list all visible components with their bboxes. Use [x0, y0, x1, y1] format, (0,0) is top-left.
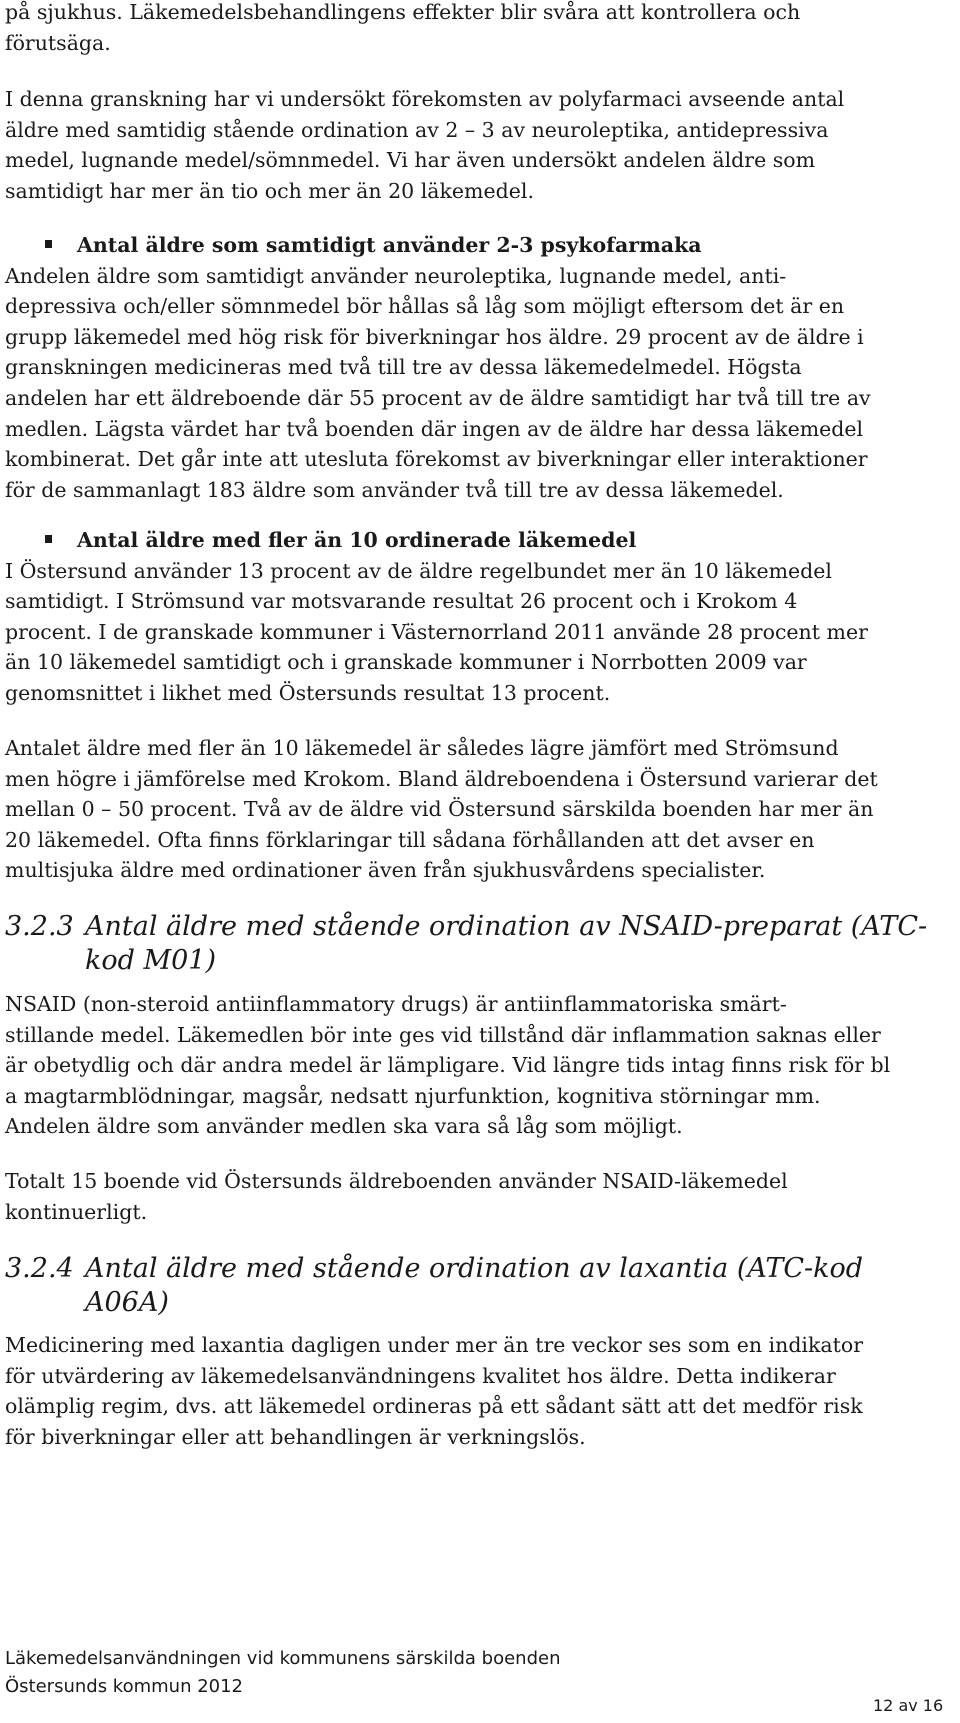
text-line: I denna granskning har vi undersökt förekomsten av polyfarmaci avseende antal	[5, 87, 845, 111]
section-title-continued: A06A)	[85, 1287, 169, 1318]
text-line: olämplig regim, dvs. att läkemedel ordineras på ett sådant sätt att det medför risk	[5, 1394, 863, 1419]
text-line: Antalet äldre med fler än 10 läkemedel är således lägre jämfört med Strömsund	[5, 736, 839, 760]
section-title: Antal äldre med stående ordination av laxantia (ATC-kod	[85, 1253, 864, 1284]
text-line: än 10 läkemedel samtidigt och i granskade kommuner i Norrbotten 2009 var	[5, 650, 807, 675]
text-line: äldre med samtidig stående ordination av 2 – 3 av neuroleptika, antidepressiva	[5, 117, 829, 142]
nsaid-paragraph	[5, 989, 890, 1142]
more-than-ten-paragraph	[5, 556, 868, 709]
text-line: medlen. Lägsta värdet har två boenden där ingen av de äldre har dessa läkemedel	[5, 416, 864, 441]
nsaid-paragraph-2	[5, 1166, 788, 1227]
bullet-heading	[5, 230, 871, 261]
page-footer	[5, 1645, 561, 1701]
psychotropics-paragraph	[5, 261, 871, 506]
laxantia-paragraph	[5, 1330, 863, 1452]
square-bullet-icon	[45, 240, 52, 248]
text-line: Andelen äldre som använder medlen ska vara så låg som möjligt.	[5, 1114, 683, 1139]
section-heading-line	[5, 910, 927, 944]
text-line: a magtarmblödningar, magsår, nedsatt njurfunktion, kognitiva störningar mm.	[5, 1083, 821, 1108]
text-line: förutsäga.	[5, 30, 111, 55]
text-line: är obetydlig och där andra medel är lämpligare. Vid längre tids intag finns risk för bl	[5, 1053, 891, 1078]
section-heading-line	[5, 1252, 863, 1286]
text-line: för utvärdering av läkemedelsanvändningens kvalitet hos äldre. Detta indikerar	[5, 1363, 836, 1388]
text-line: genomsnittet i likhet med Östersunds resultat 13 procent.	[5, 680, 611, 705]
bullet-heading	[5, 525, 868, 556]
text-line: för biverkningar eller att behandlingen är verkningslös.	[5, 1424, 586, 1449]
text-line: 20 läkemedel. Ofta finns förklaringar till sådana förhållanden att det avser en	[5, 827, 815, 852]
text-line: kombinerat. Det går inte att utesluta förekomst av biverkningar eller interaktioner	[5, 447, 868, 472]
text-line: procent. I de granskade kommuner i Västernorrland 2011 använde 28 procent mer	[5, 619, 868, 644]
text-line: granskningen medicineras med två till tre av dessa läkemedelmedel. Högsta	[5, 355, 802, 380]
text-line: samtidigt har mer än tio och mer än 20 läkemedel.	[5, 178, 534, 203]
text-line: på sjukhus. Läkemedelsbehandlingens effekter blir svåra att kontrollera och	[5, 0, 801, 24]
text-line: för de sammanlagt 183 äldre som använder två till tre av dessa läkemedel.	[5, 477, 784, 502]
text-line: multisjuka äldre med ordinationer även från sjukhusvårdens specialister.	[5, 858, 766, 883]
more-than-ten-paragraph-2	[5, 733, 878, 886]
text-line: kontinuerligt.	[5, 1199, 148, 1224]
text-line: Totalt 15 boende vid Östersunds äldreboenden använder NSAID-läkemedel	[5, 1169, 788, 1193]
text-line: NSAID (non-steroid antiinflammatory drugs) är antiinflammatoriska smärt-	[5, 992, 787, 1016]
intro-paragraph	[5, 0, 800, 58]
section-number: 3.2.4	[5, 1253, 74, 1284]
text-line: andelen har ett äldreboende där 55 procent av de äldre samtidigt har två till tre av	[5, 385, 871, 410]
more-than-ten-section	[5, 525, 868, 709]
text-line: depressiva och/eller sömnmedel bör hållas så låg som möjligt eftersom det är en	[5, 294, 845, 319]
text-line: grupp läkemedel med hög risk för biverkningar hos äldre. 29 procent av de äldre i	[5, 324, 864, 349]
section-title-continued: kod M01)	[85, 945, 217, 976]
text-line: stillande medel. Läkemedlen bör inte ges vid tillstånd där inflammation saknas eller	[5, 1022, 881, 1047]
text-line: mellan 0 – 50 procent. Två av de äldre vid Östersund särskilda boenden har mer än	[5, 797, 874, 822]
footer-title: Läkemedelsanvändningen vid kommunens särskilda boenden	[5, 1648, 561, 1669]
text-line: medel, lugnande medel/sömnmedel. Vi har även undersökt andelen äldre som	[5, 148, 816, 173]
bullet-heading-text: Antal äldre som samtidigt använder 2-3 psykofarmaka	[77, 233, 702, 257]
text-line: men högre i jämförelse med Krokom. Bland äldreboendena i Östersund varierar det	[5, 766, 878, 791]
text-line: Andelen äldre som samtidigt använder neuroleptika, lugnande medel, anti-	[5, 263, 787, 288]
square-bullet-icon	[45, 535, 52, 543]
psychotropics-section	[5, 230, 871, 505]
footer-organization: Östersunds kommun 2012	[5, 1676, 244, 1697]
page-number: 12 av 16	[873, 1696, 944, 1715]
section-number: 3.2.3	[5, 911, 74, 942]
text-line: I Östersund använder 13 procent av de äldre regelbundet mer än 10 läkemedel	[5, 558, 832, 583]
section-title: Antal äldre med stående ordination av NSAID-preparat (ATC-	[85, 911, 928, 942]
review-paragraph	[5, 84, 844, 206]
bullet-heading-text: Antal äldre med fler än 10 ordinerade läkemedel	[77, 528, 637, 552]
text-line: Medicinering med laxantia dagligen under mer än tre veckor ses som en indikator	[5, 1333, 864, 1357]
text-line: samtidigt. I Strömsund var motsvarande resultat 26 procent och i Krokom 4	[5, 589, 798, 614]
section-heading	[5, 910, 927, 978]
section-heading	[5, 1252, 863, 1320]
